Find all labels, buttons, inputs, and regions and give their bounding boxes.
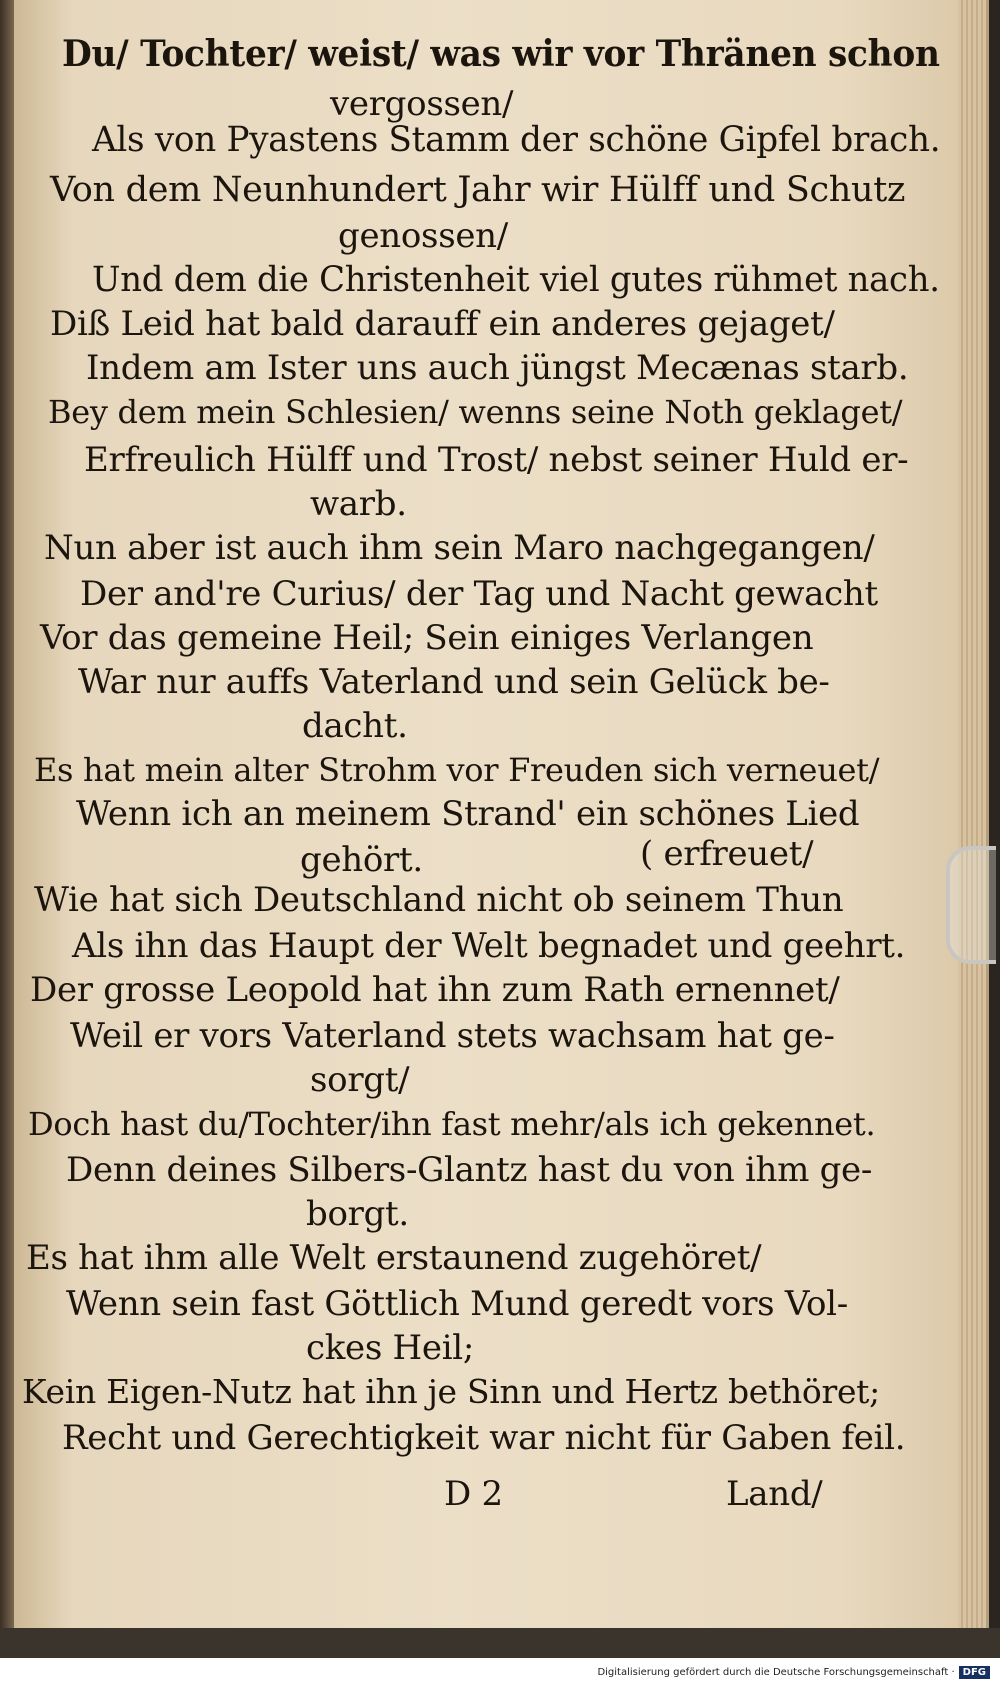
text-line: Recht und Gerechtigkeit war nicht für Gaben feil. bbox=[62, 1418, 906, 1458]
text-line: Wenn sein fast Göttlich Mund geredt vors Vol- bbox=[66, 1284, 848, 1324]
text-line: Indem am Ister uns auch jüngst Mecænas starb. bbox=[86, 348, 909, 388]
catchword: Land/ bbox=[726, 1474, 823, 1514]
text-line: Kein Eigen-Nutz hat ihn je Sinn und Hertz bethöret; bbox=[22, 1372, 880, 1411]
dfg-logo: DFG bbox=[959, 1666, 990, 1679]
text-line: Es hat ihm alle Welt erstaunend zugehöret/ bbox=[26, 1238, 762, 1278]
text-line: dacht. bbox=[302, 706, 408, 746]
text-line: Der grosse Leopold hat ihn zum Rath ernennet/ bbox=[30, 970, 840, 1010]
text-line: vergossen/ bbox=[330, 84, 514, 124]
text-line: Es hat mein alter Strohm vor Freuden sich verneuet/ bbox=[34, 751, 880, 789]
text-line: ckes Heil; bbox=[306, 1328, 474, 1368]
text-line: borgt. bbox=[306, 1194, 409, 1234]
page-signature: D 2 bbox=[444, 1474, 503, 1514]
text-line: Doch hast du/Tochter/ihn fast mehr/als ich gekennet. bbox=[28, 1105, 876, 1143]
text-line: Erfreulich Hülff und Trost/ nebst seiner Huld er- bbox=[84, 440, 909, 480]
text-line: Diß Leid hat bald darauff ein anderes gejaget/ bbox=[50, 304, 835, 344]
text-line: Du/ Tochter/ weist/ was wir vor Thränen schon bbox=[62, 33, 940, 75]
text-line: genossen/ bbox=[338, 216, 508, 256]
digitization-footer bbox=[0, 1658, 1000, 1686]
scan-bottom-band bbox=[0, 1628, 1000, 1658]
text-line: Der and're Curius/ der Tag und Nacht gewacht bbox=[80, 574, 878, 614]
text-line: War nur auffs Vaterland und sein Gelück be- bbox=[78, 662, 830, 702]
text-line: sorgt/ bbox=[310, 1060, 410, 1100]
text-line: Und dem die Christenheit viel gutes rühmet nach. bbox=[92, 260, 940, 300]
text-line: ( erfreuet/ bbox=[640, 834, 814, 874]
text-line: Weil er vors Vaterland stets wachsam hat ge- bbox=[70, 1016, 835, 1056]
text-line: Von dem Neunhundert Jahr wir Hülff und Schutz bbox=[50, 170, 906, 210]
text-line: gehört. bbox=[300, 840, 423, 880]
text-line: Vor das gemeine Heil; Sein einiges Verlangen bbox=[40, 618, 814, 658]
text-line: Nun aber ist auch ihm sein Maro nachgegangen/ bbox=[44, 528, 875, 568]
text-line: Denn deines Silbers-Glantz hast du von ihm ge- bbox=[66, 1150, 873, 1190]
text-line: Wie hat sich Deutschland nicht ob seinem Thun bbox=[34, 880, 844, 920]
text-line: Wenn ich an meinem Strand' ein schönes Lied bbox=[76, 794, 860, 834]
text-line: Bey dem mein Schlesien/ wenns seine Noth geklaget/ bbox=[48, 393, 903, 431]
footer-text: Digitalisierung gefördert durch die Deutsche Forschungsgemeinschaft · bbox=[597, 1666, 955, 1678]
text-line: Als von Pyastens Stamm der schöne Gipfel brach. bbox=[92, 120, 941, 160]
text-line: Als ihn das Haupt der Welt begnadet und geehrt. bbox=[72, 926, 906, 966]
text-line: warb. bbox=[310, 484, 407, 524]
